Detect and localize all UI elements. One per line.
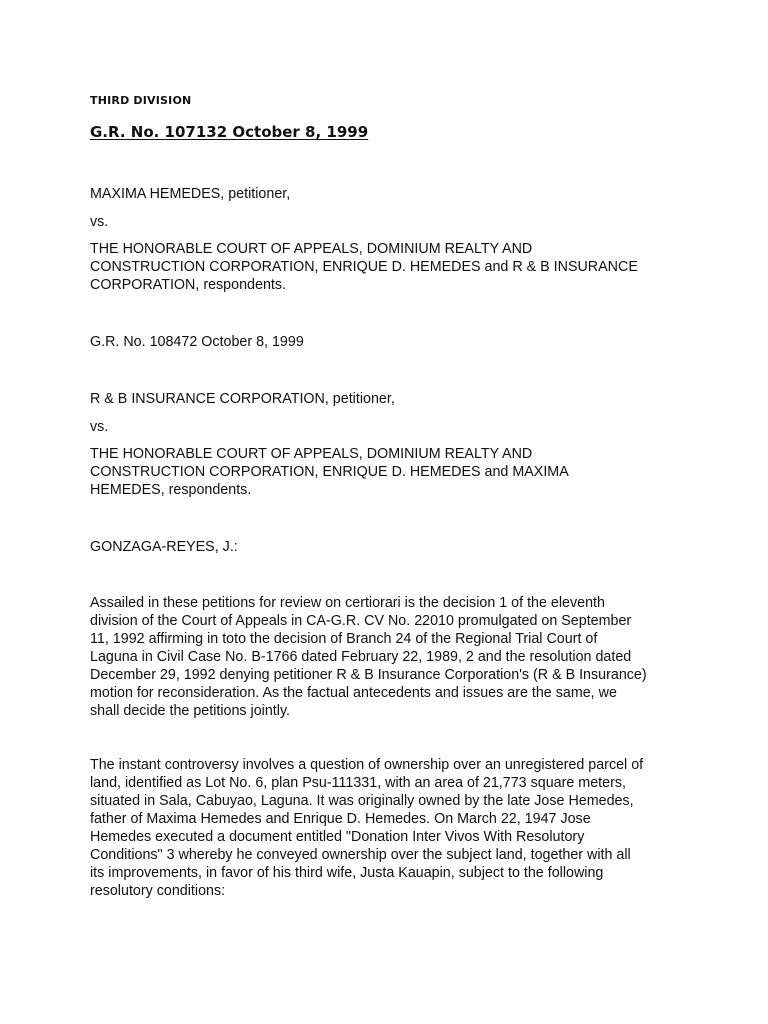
text-line: division of the Court of Appeals in CA-G.R. CV No. 22010 promulgated on September bbox=[90, 613, 632, 629]
case1-petitioner bbox=[90, 185, 690, 203]
division-heading: THIRD DIVISION bbox=[90, 94, 192, 107]
text-line: Laguna in Civil Case No. B-1766 dated February 22, 1989, 2 and the resolution dated bbox=[90, 649, 632, 665]
ponente: GONZAGA-REYES, J.: bbox=[90, 539, 238, 555]
text-line: resolutory conditions: bbox=[90, 883, 226, 899]
case-title: G.R. No. 107132 October 8, 1999 bbox=[90, 123, 369, 141]
text-line: situated in Sala, Cabuyao, Laguna. It was originally owned by the late Jose Hemedes, bbox=[90, 793, 634, 809]
case1-respondents bbox=[90, 240, 690, 294]
text-line: MAXIMA HEMEDES, petitioner, bbox=[90, 186, 291, 202]
text-line: THE HONORABLE COURT OF APPEALS, DOMINIUM REALTY AND bbox=[90, 446, 533, 462]
text-line: HEMEDES, respondents. bbox=[90, 482, 252, 498]
text-line: father of Maxima Hemedes and Enrique D. Hemedes. On March 22, 1947 Jose bbox=[90, 811, 591, 827]
text-line: CONSTRUCTION CORPORATION, ENRIQUE D. HEMEDES and MAXIMA bbox=[90, 464, 569, 480]
text-line: Hemedes executed a document entitled "Donation Inter Vivos With Resolutory bbox=[90, 829, 585, 845]
paragraph-1 bbox=[90, 594, 690, 720]
text-line: Conditions" 3 whereby he conveyed ownership over the subject land, together with all bbox=[90, 847, 631, 863]
text-line: shall decide the petitions jointly. bbox=[90, 703, 291, 719]
case1-vs: vs. bbox=[90, 214, 109, 230]
text-line: CONSTRUCTION CORPORATION, ENRIQUE D. HEMEDES and R & B INSURANCE bbox=[90, 259, 638, 275]
text-line: R & B INSURANCE CORPORATION, petitioner, bbox=[90, 391, 395, 407]
text-line: December 29, 1992 denying petitioner R & B Insurance Corporation's (R & B Insurance) bbox=[90, 667, 647, 683]
text-line: its improvements, in favor of his third wife, Justa Kauapin, subject to the following bbox=[90, 865, 604, 881]
case2-respondents bbox=[90, 445, 690, 499]
text-line: 11, 1992 affirming in toto the decision of Branch 24 of the Regional Trial Court of bbox=[90, 631, 598, 647]
text-line: The instant controversy involves a question of ownership over an unregistered parcel of bbox=[90, 757, 644, 773]
paragraph-2 bbox=[90, 756, 690, 900]
case2-petitioner bbox=[90, 390, 690, 408]
text-line: CORPORATION, respondents. bbox=[90, 277, 286, 293]
case2-number: G.R. No. 108472 October 8, 1999 bbox=[90, 334, 304, 350]
text-line: Assailed in these petitions for review on certiorari is the decision 1 of the eleventh bbox=[90, 595, 605, 611]
case2-vs: vs. bbox=[90, 419, 109, 435]
text-line: THE HONORABLE COURT OF APPEALS, DOMINIUM REALTY AND bbox=[90, 241, 533, 257]
text-line: motion for reconsideration. As the factual antecedents and issues are the same, we bbox=[90, 685, 617, 701]
text-line: land, identified as Lot No. 6, plan Psu-111331, with an area of 21,773 square meters, bbox=[90, 775, 626, 791]
